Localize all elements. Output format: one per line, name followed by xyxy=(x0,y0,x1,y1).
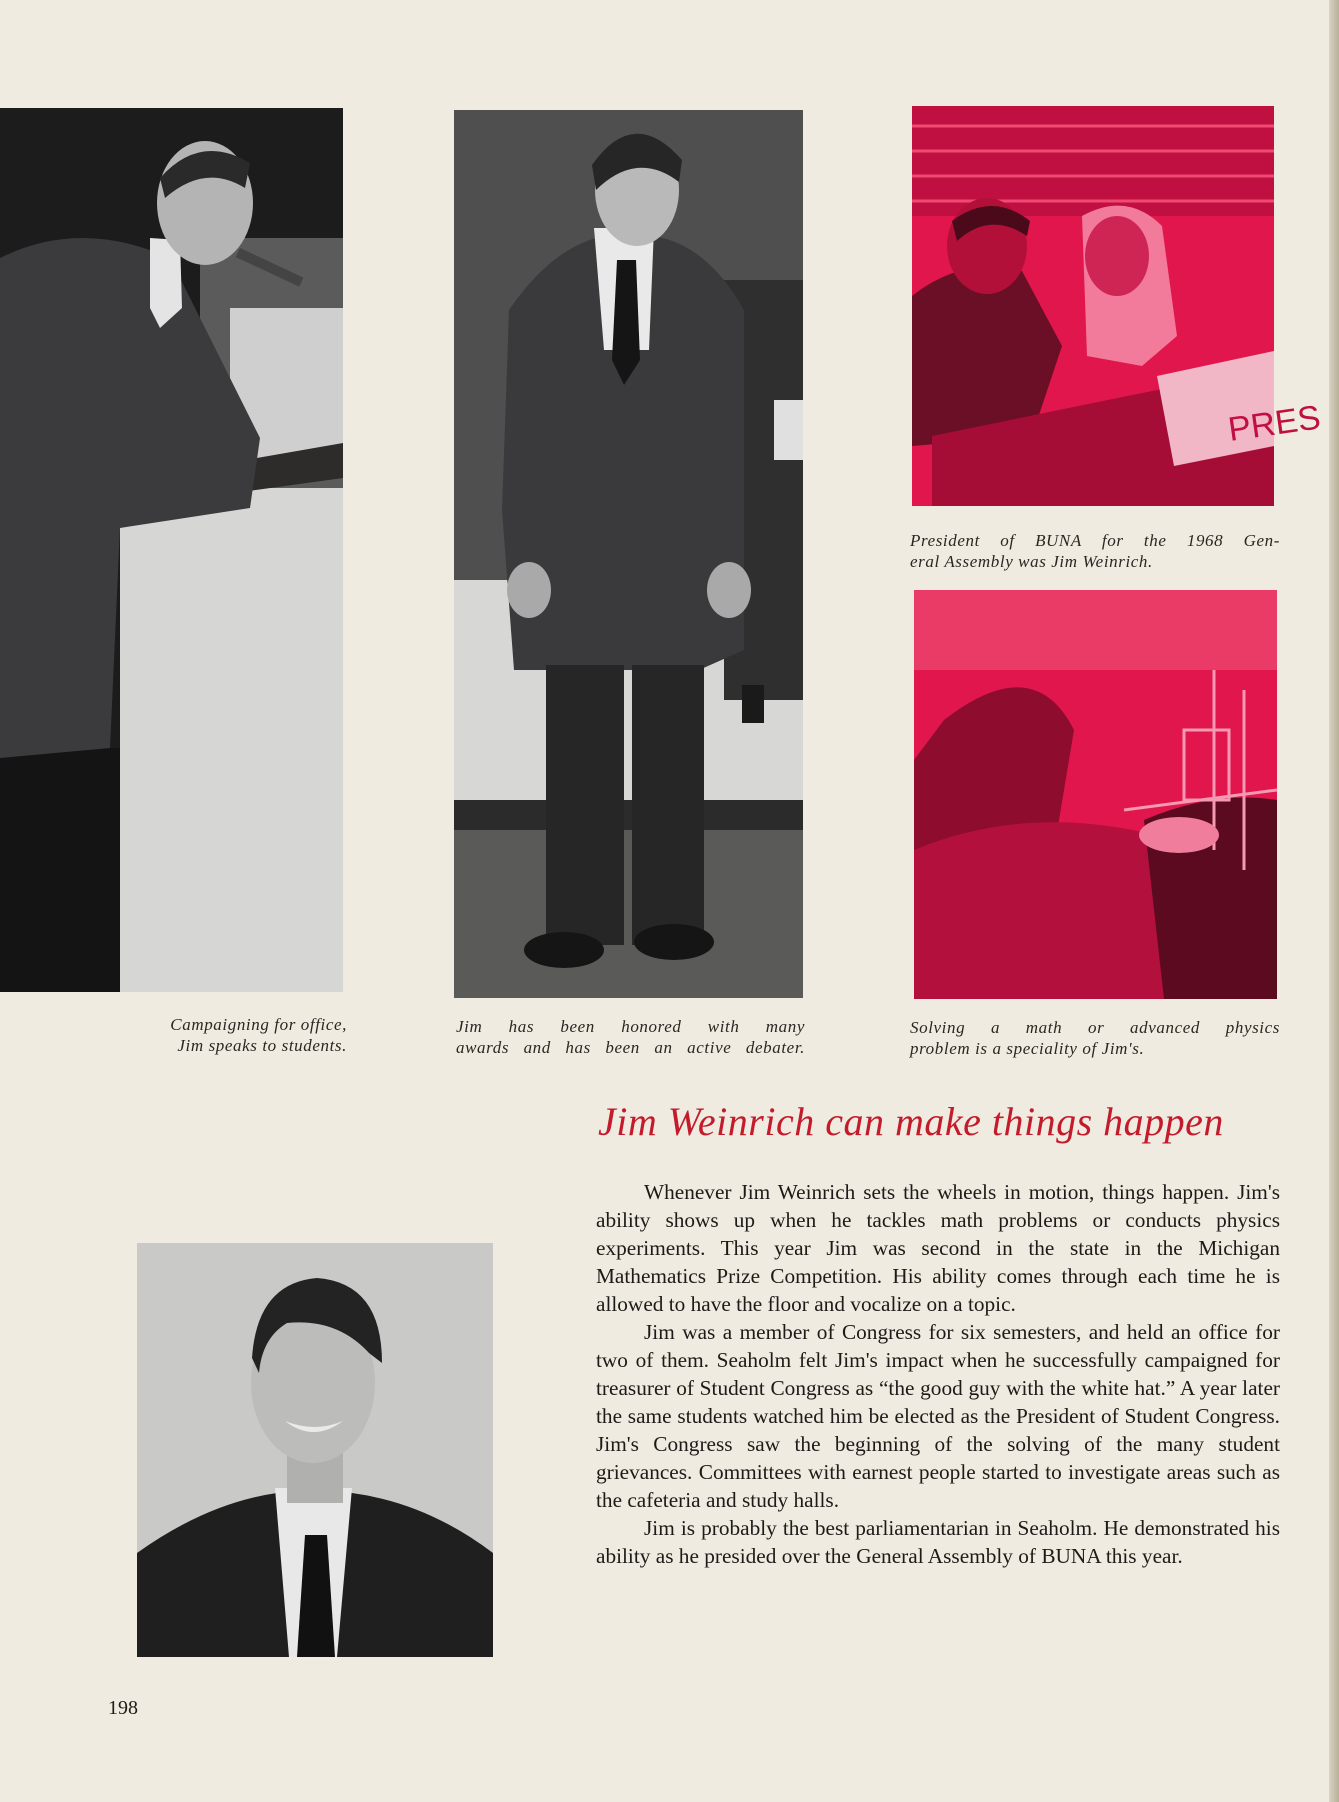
article-body xyxy=(596,1178,1280,1570)
caption-buna-president: President of BUNA for the 1968 Gen- eral Assembly was Jim Weinrich. xyxy=(910,531,1280,571)
caption-podium: Campaigning for office, Jim speaks to students. xyxy=(170,1015,347,1055)
photo-standing xyxy=(454,110,803,998)
page-number: 198 xyxy=(108,1697,138,1719)
page-edge xyxy=(1329,0,1339,1802)
article-headline: Jim Weinrich can make things happen xyxy=(598,1099,1224,1144)
body-paragraph: Jim is probably the best parliamentarian in Seaholm. He demonstrated his ability as he presided over the General Assembly of BUNA this year. xyxy=(596,1516,1280,1568)
body-paragraph: Whenever Jim Weinrich sets the wheels in motion, things happen. Jim's ability shows up when he tackles math problems or conducts physics experiments. This year Jim was second in the state in the Michigan Mathematics Prize Competition. His ability comes through each time he is allowed to have the floor and vocalize on a topic. xyxy=(596,1180,1280,1316)
caption-physics-lab: Solving a math or advanced physics problem is a speciality of Jim's. xyxy=(910,1018,1280,1058)
desk-sign-text: PRES xyxy=(1225,398,1323,449)
caption-standing: Jim has been honored with many awards and has been an active debater. xyxy=(456,1017,805,1057)
photo-physics-lab xyxy=(914,590,1277,999)
photo-podium xyxy=(0,108,343,992)
body-paragraph: Jim was a member of Congress for six semesters, and held an office for two of them. Seaholm felt Jim's impact when he successfully campaigned for treasurer of Student Congress as “the good guy with the white hat.” A year later the same students watched him be elected as the President of Student Congress. Jim's Congress saw the beginning of the solving of the many student grievances. Committees with earnest people started to investigate areas such as the cafeteria and study halls. xyxy=(596,1320,1280,1512)
photo-buna-president xyxy=(912,106,1323,506)
photo-portrait xyxy=(137,1243,493,1657)
